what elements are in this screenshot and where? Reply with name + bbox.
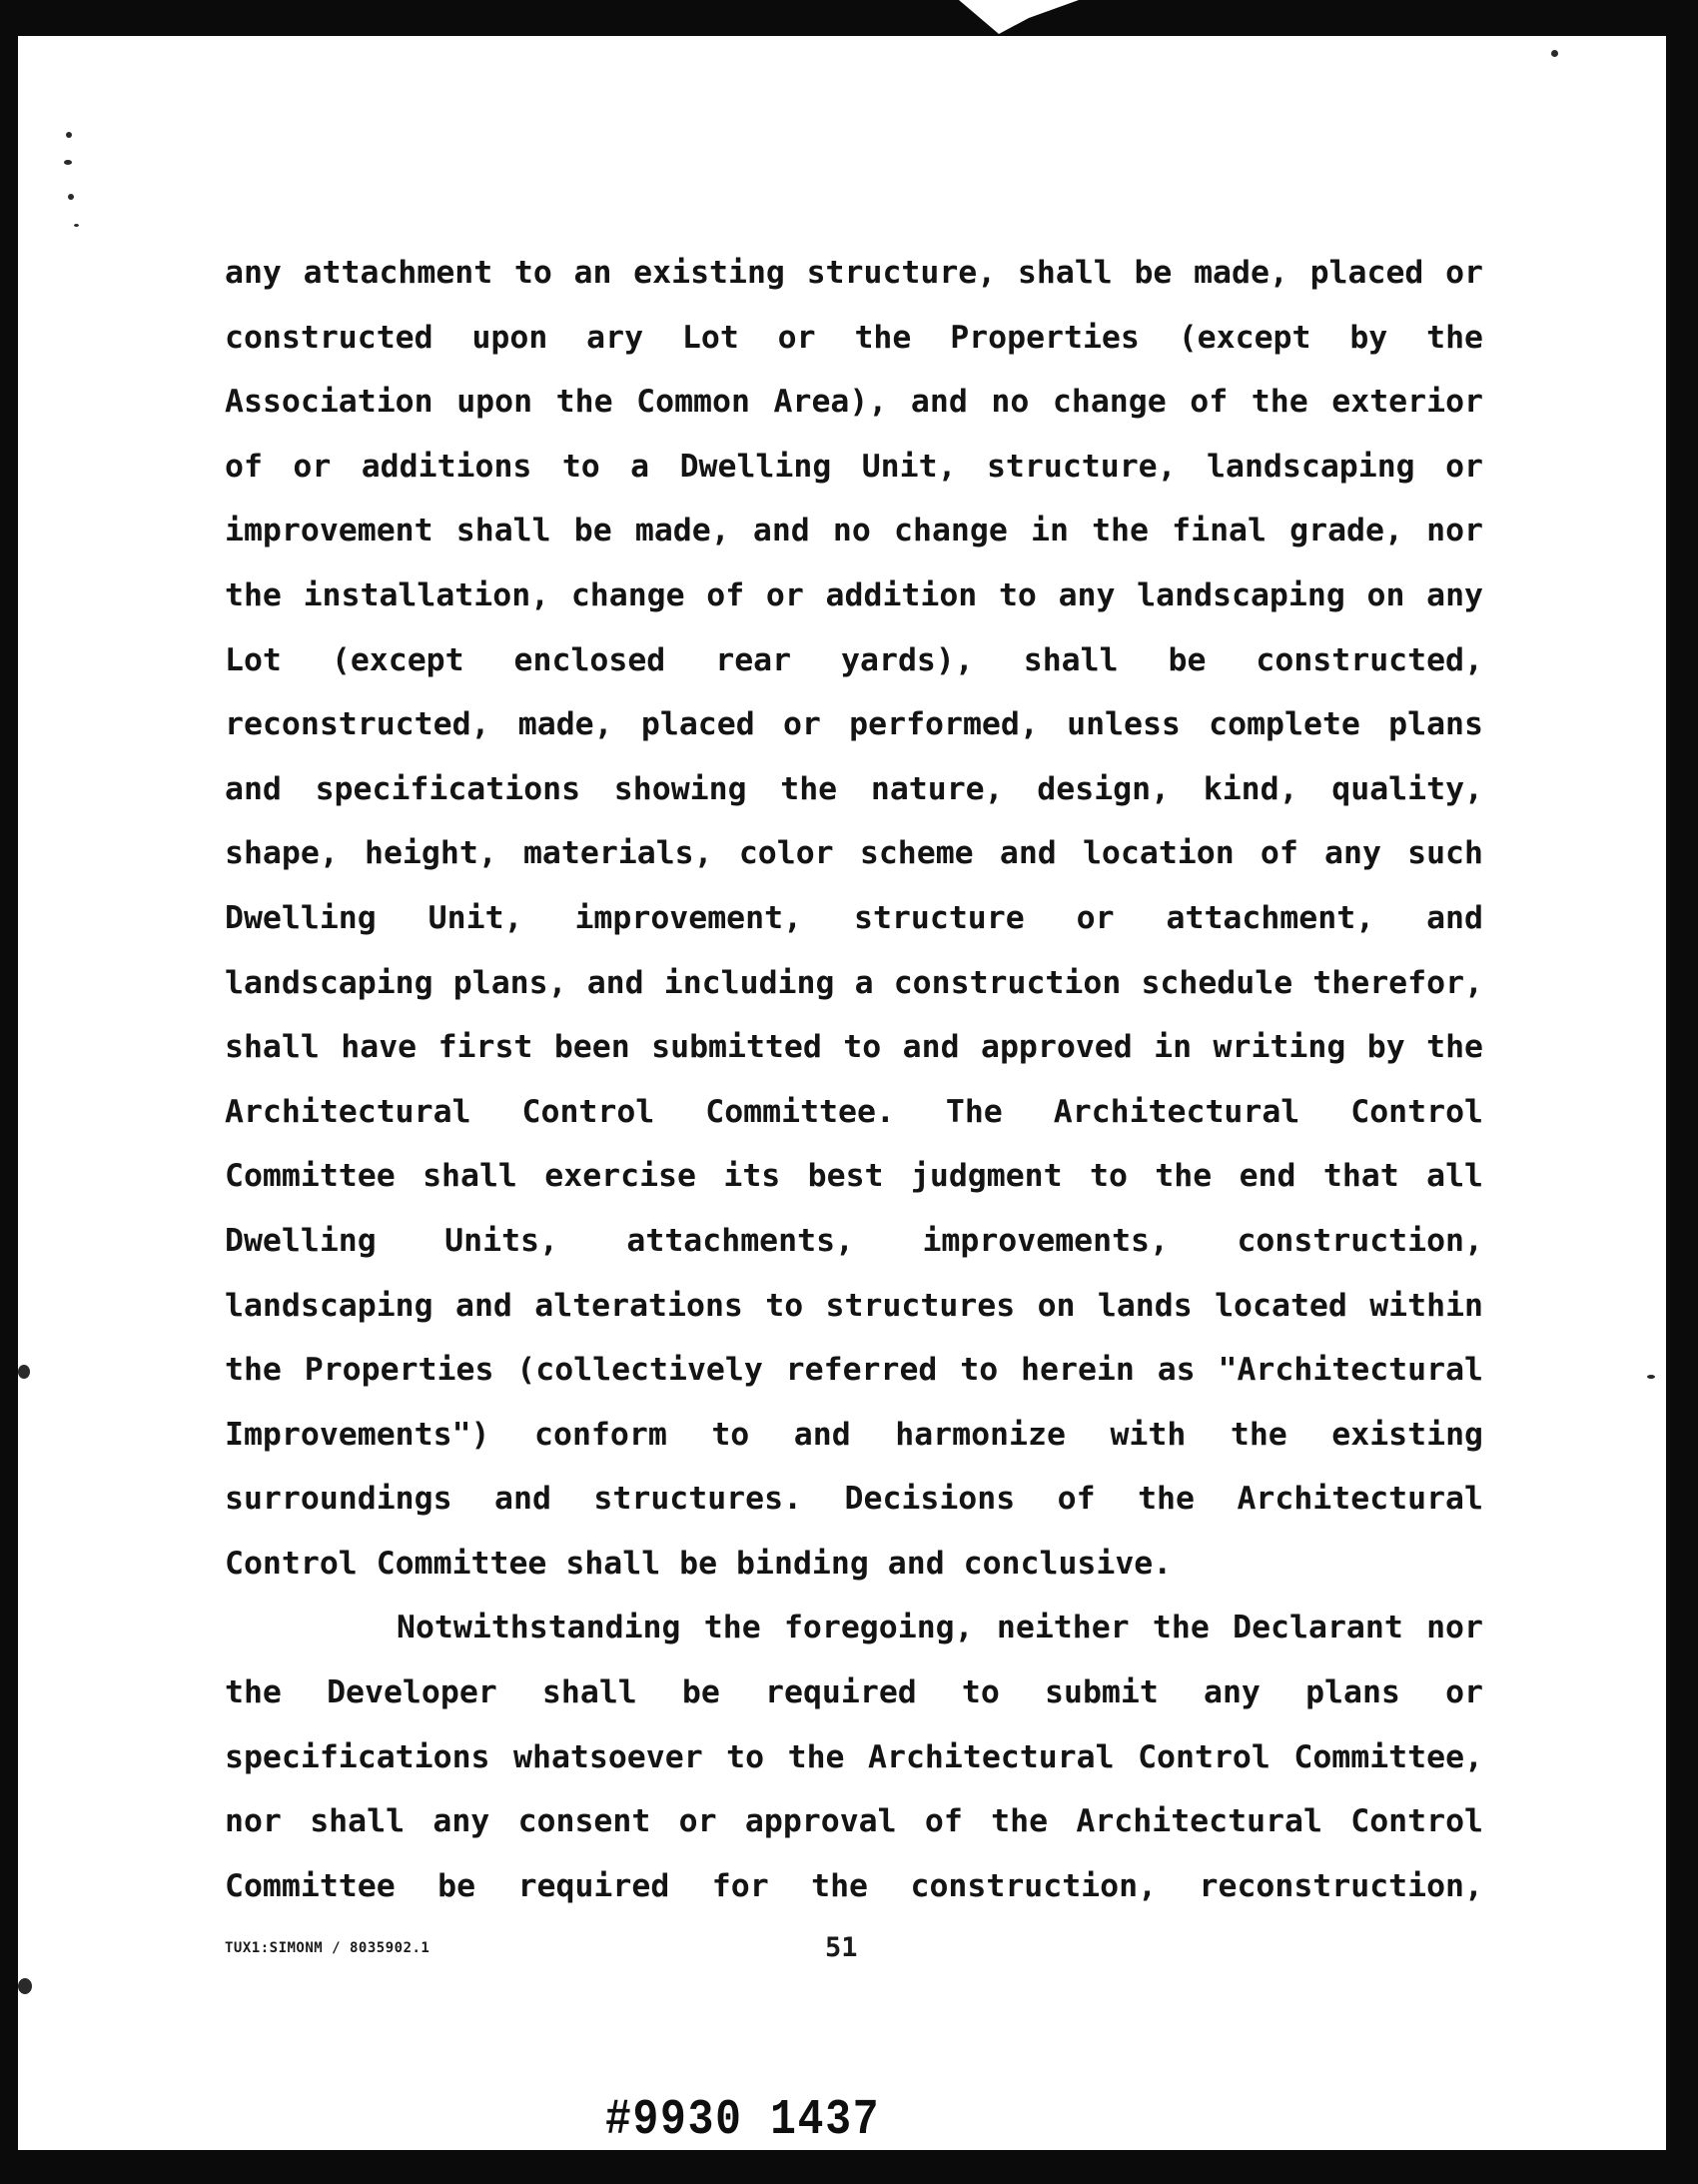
book-page-stamp: #9930 1437 (605, 2092, 881, 2149)
scan-speck (1551, 50, 1558, 57)
scan-speck (18, 1978, 32, 1994)
text-line: of or additions to a Dwelling Unit, structure, landscaping or (225, 448, 1483, 485)
text-line: the installation, change of or addition to any landscaping on any (225, 576, 1483, 613)
text-line: Lot (except enclosed rear yards), shall be constructed, (225, 641, 1483, 678)
text-line: improvement shall be made, and no change in the final grade, nor (225, 513, 1483, 549)
text-line: shape, height, materials, color scheme and location of any such (225, 835, 1483, 872)
text-line: any attachment to an existing structure, shall be made, placed or (225, 255, 1483, 291)
text-line: reconstructed, made, placed or performed, unless complete plans (225, 706, 1483, 743)
scan-edge-mark (959, 0, 1079, 40)
scan-speck (66, 132, 72, 138)
scan-speck (74, 224, 79, 227)
text-line: nor shall any consent or approval of the Architectural Control (225, 1803, 1483, 1840)
text-line: constructed upon ary Lot or the Properties (except by the (225, 319, 1483, 356)
text-line: the Properties (collectively referred to herein as "Architectural (225, 1352, 1483, 1389)
text-line: shall have first been submitted to and approved in writing by the (225, 1029, 1483, 1066)
text-line: and specifications showing the nature, design, kind, quality, (225, 770, 1483, 807)
text-line: Committee be required for the construction, reconstruction, (225, 1867, 1483, 1904)
page-number: 51 (825, 1932, 858, 1963)
text-line: Control Committee shall be binding and conclusive. (225, 1545, 1173, 1582)
text-line: Committee shall exercise its best judgment to the end that all (225, 1158, 1483, 1195)
scan-speck (18, 1365, 30, 1379)
text-line: Association upon the Common Area), and no change of the exterior (225, 384, 1483, 421)
body-text (225, 241, 1483, 1918)
text-line: surroundings and structures. Decisions of the Architectural (225, 1481, 1483, 1518)
text-line: landscaping and alterations to structures on lands located within (225, 1287, 1483, 1324)
scan-speck (68, 194, 74, 200)
text-line: landscaping plans, and including a construction schedule therefor, (225, 964, 1483, 1001)
scan-speck (64, 160, 72, 165)
text-line: specifications whatsoever to the Architectural Control Committee, (225, 1738, 1483, 1775)
document-page (18, 36, 1666, 2150)
scan-speck (1647, 1375, 1655, 1379)
text-line: Notwithstanding the foregoing, neither the Declarant nor (397, 1610, 1483, 1646)
text-line: the Developer shall be required to submit any plans or (225, 1674, 1483, 1711)
text-line: Architectural Control Committee. The Architectural Control (225, 1093, 1483, 1130)
document-id-footer: TUX1:SIMONM / 8035902.1 (225, 1940, 430, 1956)
text-line: Dwelling Units, attachments, improvements, construction, (225, 1222, 1483, 1259)
text-line: Improvements") conform to and harmonize with the existing (225, 1416, 1483, 1453)
text-line: Dwelling Unit, improvement, structure or attachment, and (225, 899, 1483, 936)
